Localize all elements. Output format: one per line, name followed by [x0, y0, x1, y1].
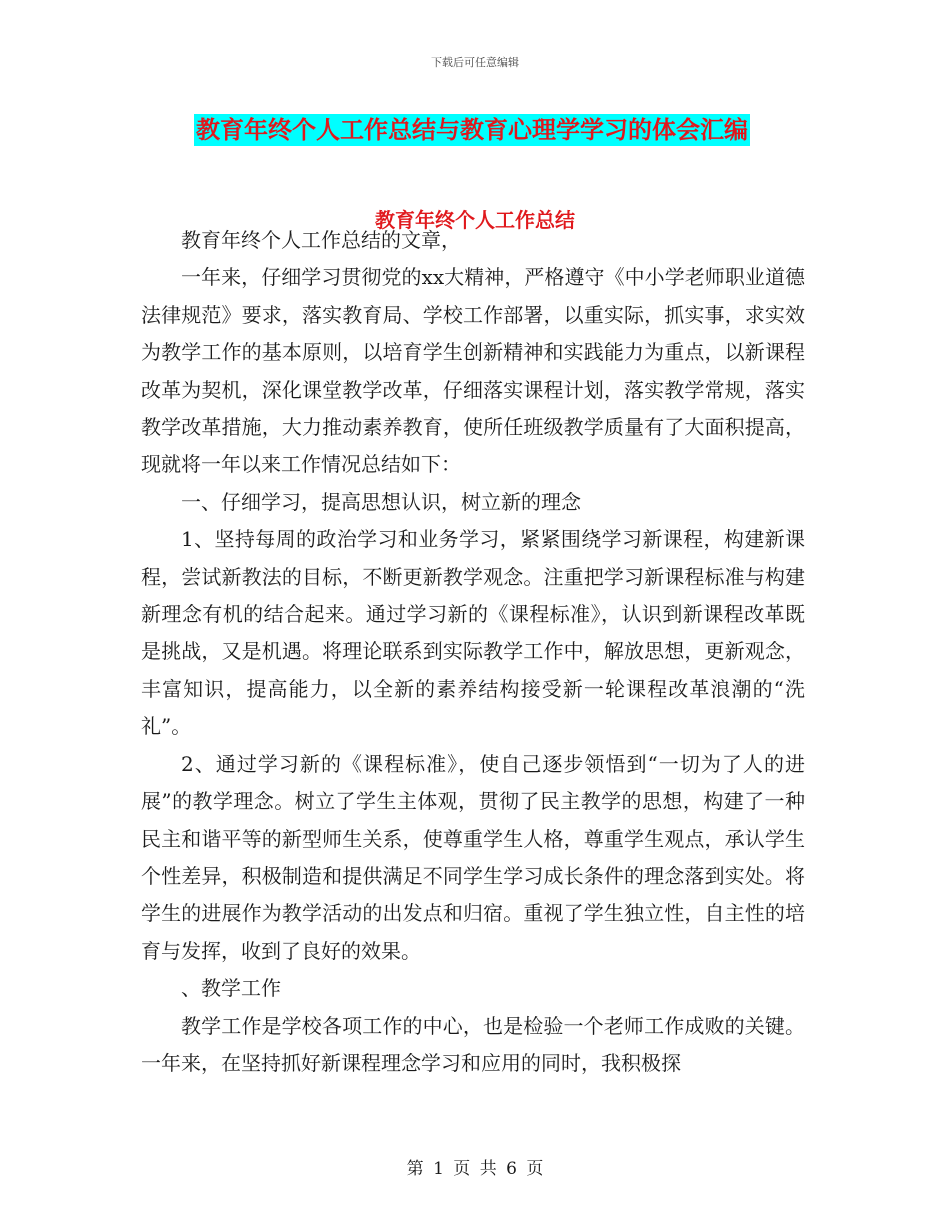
section-title: 教育年终个人工作总结: [375, 208, 575, 232]
page-number: 第 1 页 共 6 页: [406, 1159, 544, 1179]
page-header-note: 下载后可任意编辑: [431, 56, 519, 69]
paragraph: 一、仔细学习，提高思想认识，树立新的理念: [181, 489, 581, 514]
paragraph: 1、坚持每周的政治学习和业务学习，紧紧围绕学习新课程，构建新课程，尝试新教法的目标，不断更新教学观念。注重把学习新课程标准与构建新理念有机的结合起来。通过学习新的《课程标准》，认识到新课程改革既是挑战，又是机遇。将理论联系到实际教学工作中，解放思想，更新观念，丰富知识，提高能力，以全新的素养结构接受新一轮课程改革浪潮的“洗礼”。: [141, 527, 805, 739]
document-title: 教育年终个人工作总结与教育心理学学习的体会汇编: [196, 116, 748, 144]
paragraph: 一年来，仔细学习贯彻党的xx大精神，严格遵守《中小学老师职业道德法律规范》要求，落实教育局、学校工作部署，以重实际，抓实事，求实效为教学工作的基本原则，以培育学生创新精神和实践能力为重点，以新课程改革为契机，深化课堂教学改革，仔细落实课程计划，落实教学常规，落实教学改革措施，大力推动素养教育，使所任班级教学质量有了大面积提高，现就将一年以来工作情况总结如下：: [141, 265, 805, 477]
paragraph: 、教学工作: [181, 976, 281, 1001]
paragraph: 2、通过学习新的《课程标准》，使自己逐步领悟到“一切为了人的进展”的教学理念。树立了学生主体观，贯彻了民主教学的思想，构建了一种民主和谐平等的新型师生关系，使尊重学生人格，尊重学生观点，承认学生个性差异，积极制造和提供满足不同学生学习成长条件的理念落到实处。将学生的进展作为教学活动的出发点和归宿。重视了学生独立性，自主性的培育与发挥，收到了良好的效果。: [141, 751, 805, 963]
paragraph: 教育年终个人工作总结的文章，: [181, 228, 461, 252]
document-body: [141, 222, 805, 1082]
paragraph: 教学工作是学校各项工作的中心，也是检验一个老师工作成败的关键。一年来，在坚持抓好新课程理念学习和应用的同时，我积极探: [141, 1013, 805, 1075]
